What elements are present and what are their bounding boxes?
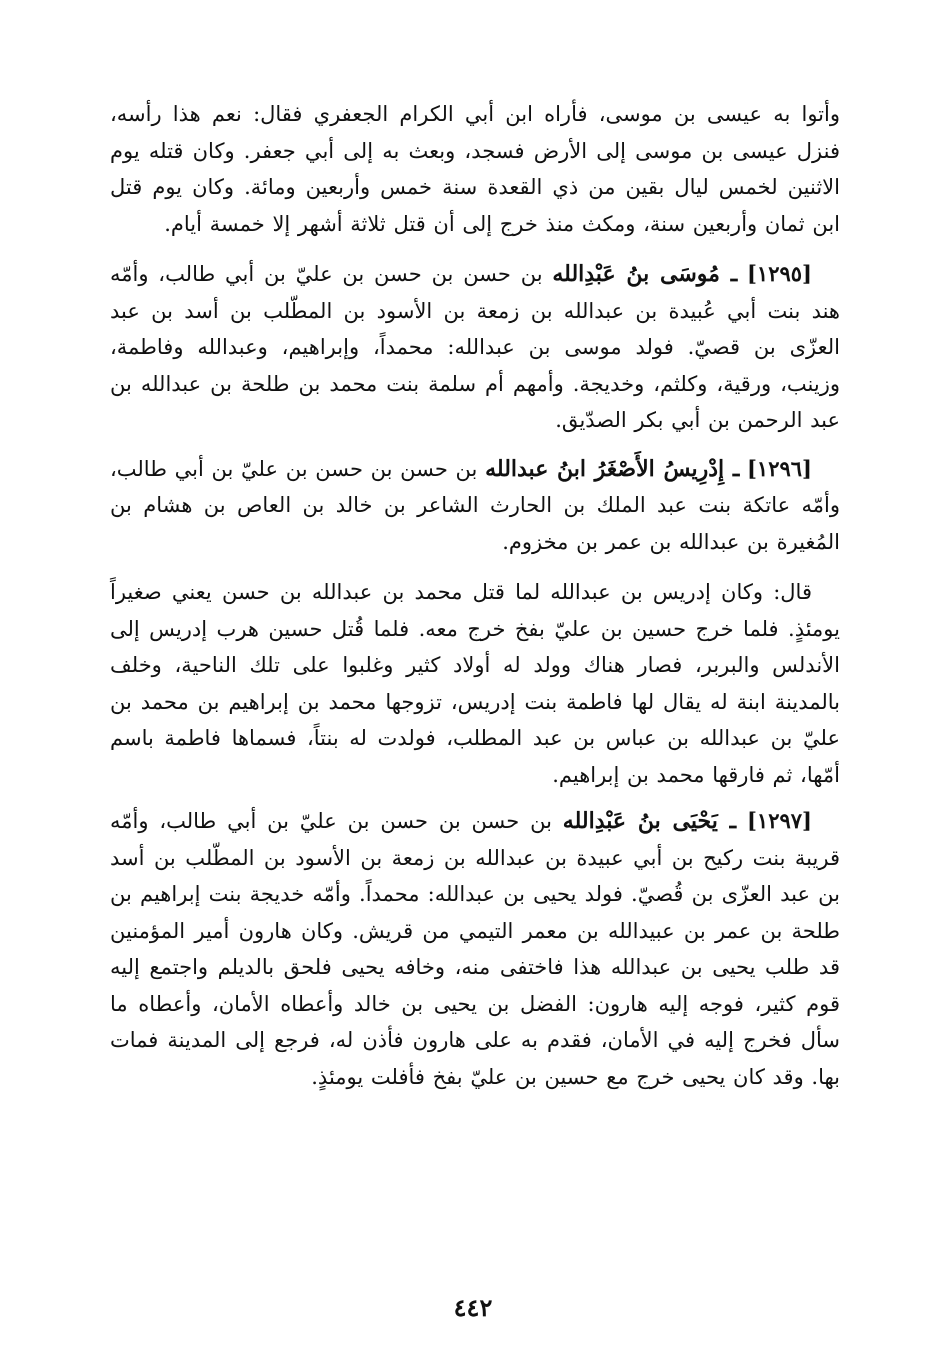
entry-1296	[110, 451, 840, 561]
entry-number: [١٢٩٧]	[746, 808, 812, 833]
book-page	[110, 96, 840, 1326]
page-number: ٤٤٢	[453, 1293, 493, 1322]
entry-number: [١٢٩٥]	[746, 261, 812, 286]
paragraph-narrative-end: وأتوا به عيسى بن موسى، فأراه ابن أبي الكرام الجعفري فقال: نعم هذا رأسه، فنزل عيسى بن موسى إلى الأرض فسجد، وبعث به إلى أبي جعفر. وكان قتله يوم الاثنين لخمس ليال بقين من ذي القعدة سنة خمس وأربعين ومائة. وكان يوم قتل ابن ثمان وأربعين سنة، ومكث منذ خرج إلى أن قتل ثلاثة أشهر إلا خمسة أيام.	[110, 102, 840, 236]
paragraph-idris-account: قال: وكان إدريس بن عبدالله لما قتل محمد بن عبدالله بن حسن يعني صغيراً يومئذٍ. فلما خرج حسين بن عليّ بفخ خرج معه. فلما قُتل حسين هرب إدريس إلى الأندلس والبربر، فصار هناك وولد له أولاد كثير وغلبوا على تلك الناحية، وخلف بالمدينة ابنة له يقال لها فاطمة بنت إدريس، تزوجها محمد بن إبراهيم بن محمد بن عليّ بن عبدالله بن عباس بن عبد المطلب، فولدت له بنتاً، فسماها فاطمة باسم أمّها، ثم فارقها محمد بن إبراهيم.	[110, 580, 840, 787]
entry-text: بن حسن بن حسن بن عليّ بن أبي طالب، وأمّه هند بنت أبي عُبيدة بن عبدالله بن زمعة بن الأسود بن المطّلب بن أسد بن عبد العزّى بن قصيّ. فولد موسى بن عبدالله: محمداً، وإبراهيم، وعبدالله وفاطمة، وزينب، ورقية، وكلثم، وخديجة. وأمهم أم سلمة بنت محمد بن طلحة بن عبدالله بن عبد الرحمن بن أبي بكر الصدّيق.	[110, 262, 840, 432]
entry-name: ـ إِدْرِيسُ الأَصْغَرُ ابنُ عبدالله	[485, 455, 740, 482]
entry-name: ـ يَحْيَى بنُ عَبْدِالله	[562, 808, 737, 834]
entry-number: [١٢٩٦]	[746, 455, 812, 481]
entry-1295	[110, 256, 840, 439]
entry-name: ـ مُوسَى بنُ عَبْدِالله	[552, 261, 738, 287]
entry-1297	[110, 803, 840, 1095]
entry-text: بن حسن بن حسن بن عليّ بن أبي طالب، وأمّه قريبة بنت ركيح بن أبي عبيدة بن عبدالله بن زمعة بن الأسود بن المطّلب بن أسد بن عبد العزّى بن قُصيّ. فولد يحيى بن عبدالله: محمداً. وأمّه خديجة بنت إبراهيم بن طلحة بن عمر بن عبيدالله بن معمر التيمي من قريش. وكان هارون أمير المؤمنين قد طلب يحيى بن عبدالله هذا فاختفى منه، وخافه يحيى فلحق بالديلم واجتمع إليه قوم كثير، فوجه إليه هارون: الفضل بن يحيى بن خالد وأعطاه الأمان، وأعطاه ما سأل فخرج إليه في الأمان، فقدم به على هارون فأذن له، فرجع إلى المدينة فمات بها. وقد كان يحيى خرج مع حسين بن عليّ بفخ فأفلت يومئذٍ.	[110, 809, 840, 1089]
entry-text: بن حسن بن حسن بن عليّ بن أبي طالب، وأمّه عاتكة بنت عبد الملك بن الحارث الشاعر بن خالد بن العاص بن هشام بن المُغيرة بن عبدالله بن عمر بن مخزوم.	[110, 456, 840, 554]
